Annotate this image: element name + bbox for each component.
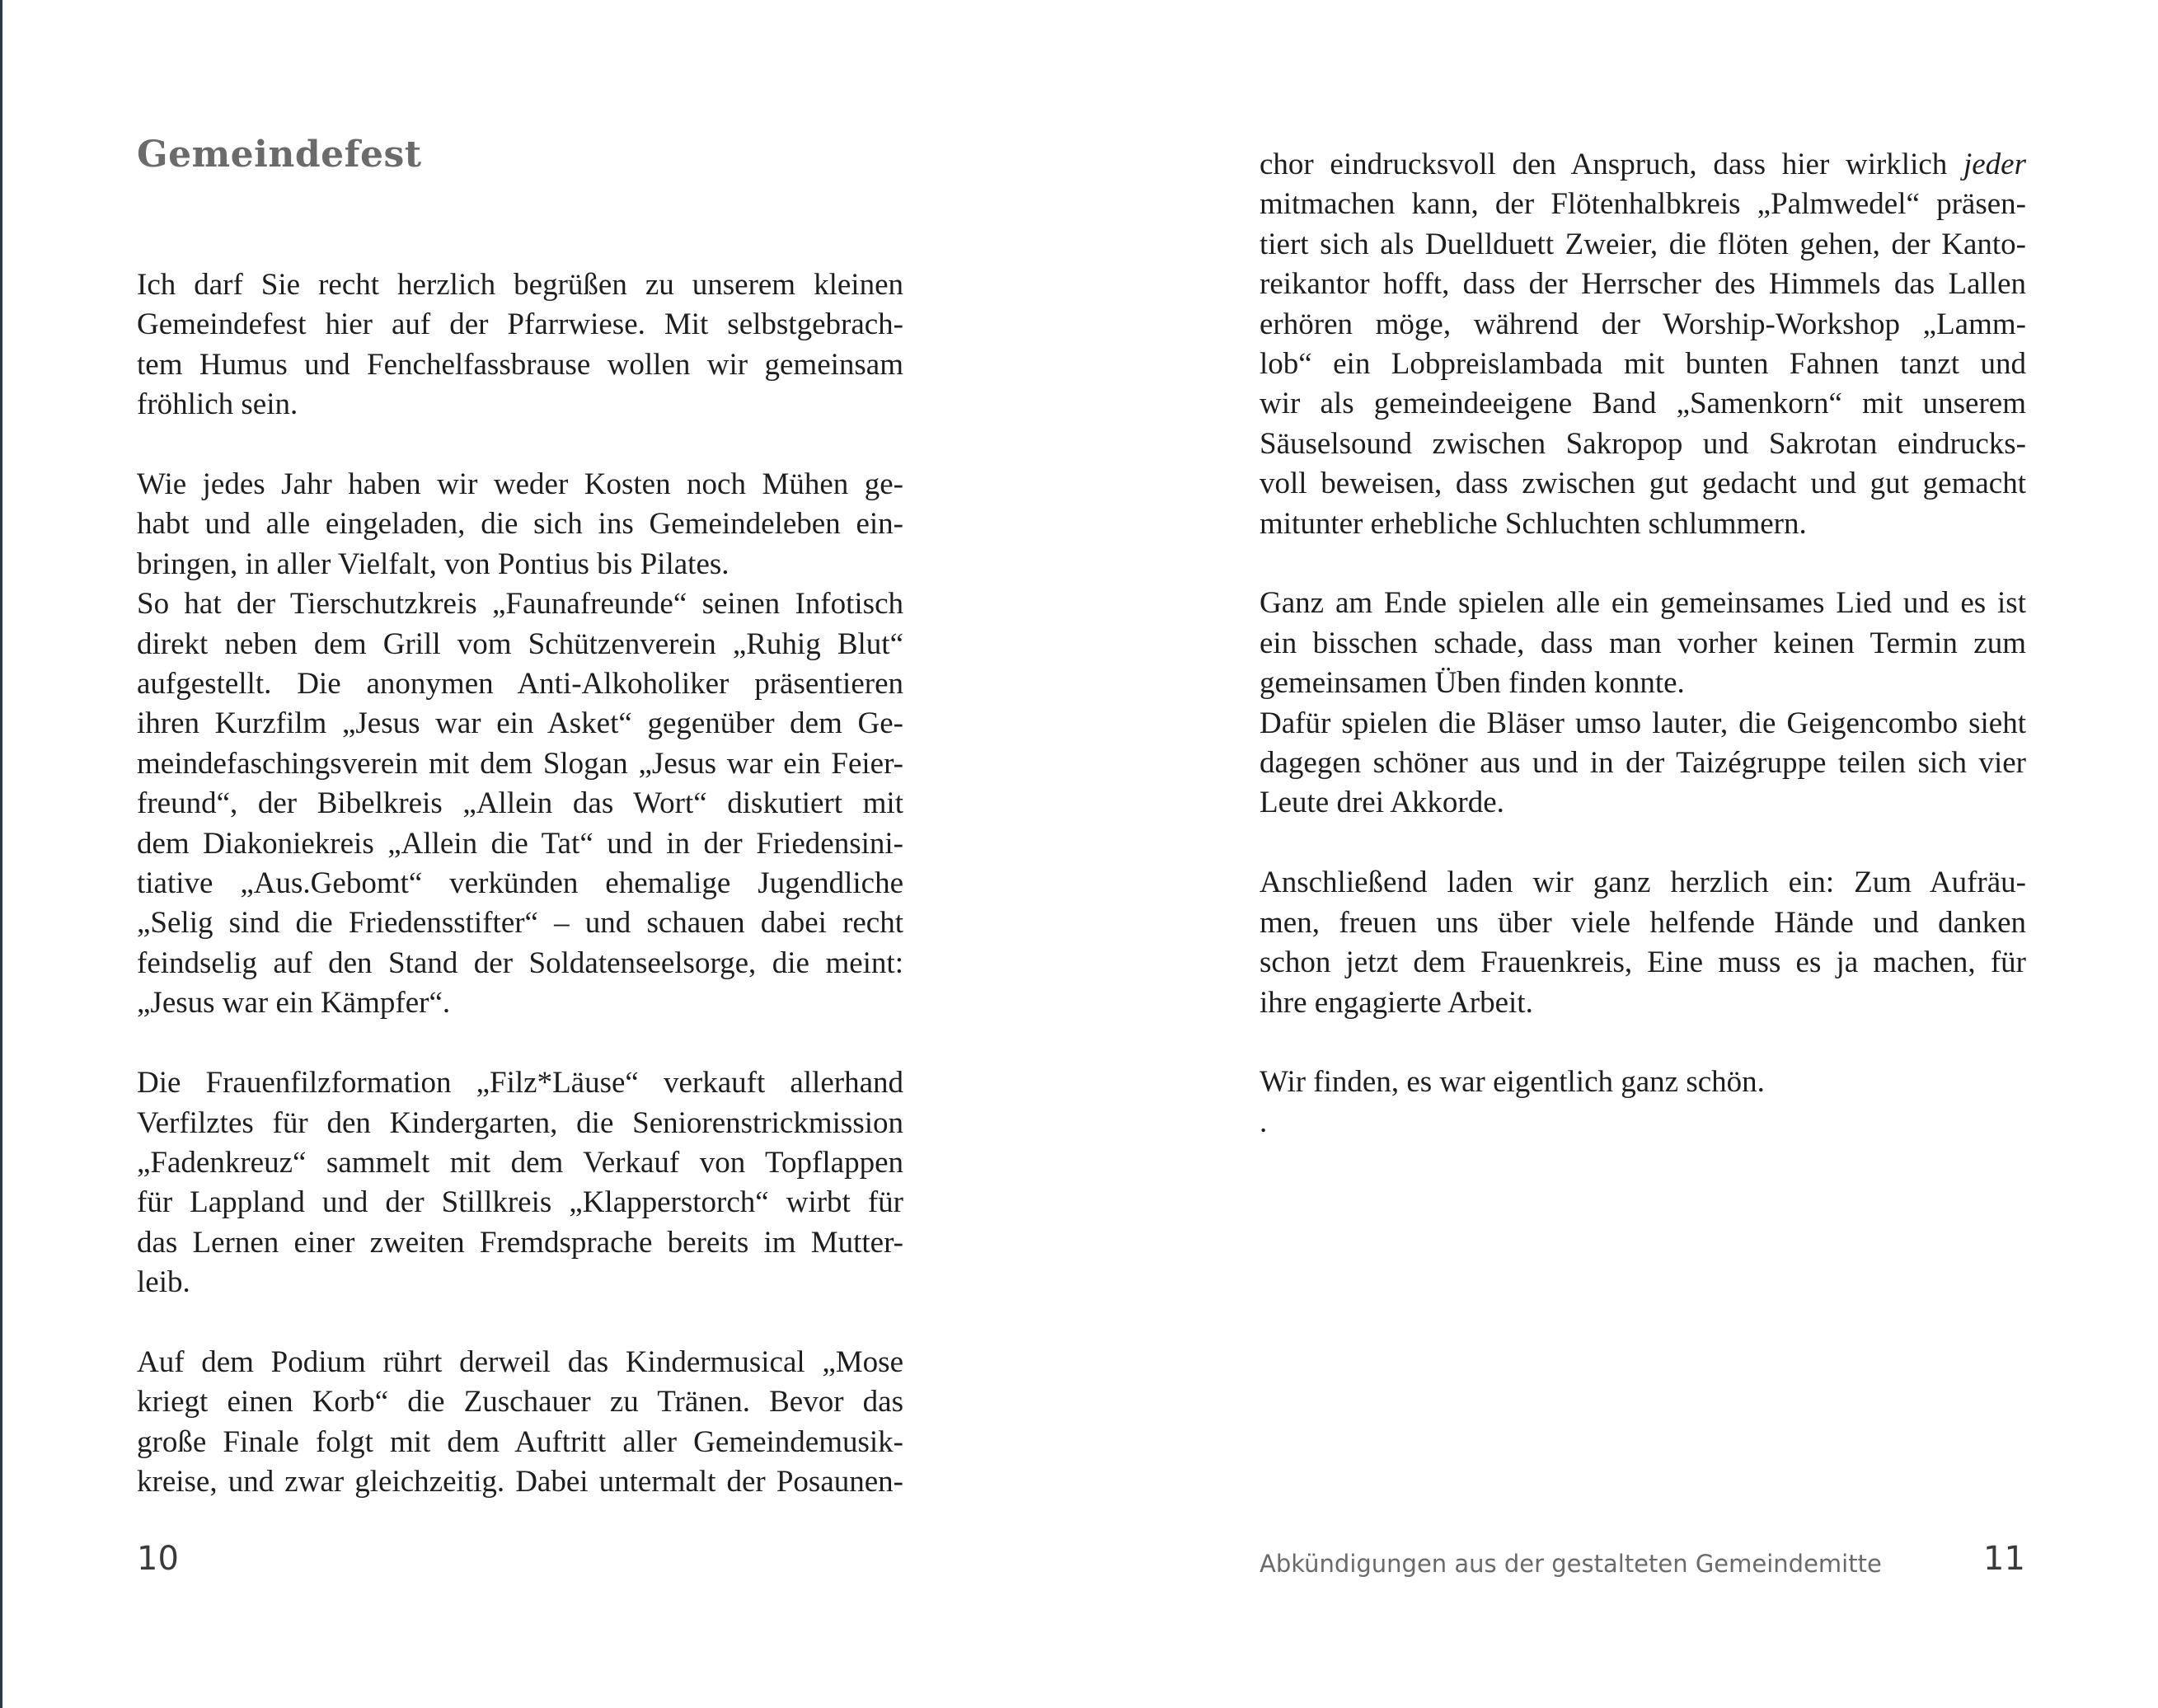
paragraph	[1260, 584, 2026, 703]
trailing-mark: .	[1260, 1105, 1268, 1139]
text-line: Wie jedes Jahr haben wir weder Kosten noch Mühen ge-	[137, 467, 903, 502]
text-line: aufgestellt. Die anonymen Anti-Alkoholiker präsentieren	[137, 667, 903, 702]
text-line: mitunter erhebliche Schluchten schlummern.	[1260, 506, 1807, 541]
paragraph	[1260, 863, 2026, 1023]
text-line: Verfilztes für den Kindergarten, die Seniorenstrickmission	[137, 1105, 903, 1140]
text-line: meindefaschingsverein mit dem Slogan „Jesus war ein Feier-	[137, 746, 903, 781]
page-title: Gemeindefest	[137, 134, 422, 176]
text-line: voll beweisen, dass zwischen gut gedacht und gut gemacht	[1260, 467, 2026, 501]
text-line: ein bisschen schade, dass man vorher keinen Termin zum	[1260, 626, 2026, 660]
text-line: Ganz am Ende spielen alle ein gemeinsames Lied und es ist	[1260, 586, 2026, 621]
paragraph	[137, 1343, 903, 1503]
text-line: feindselig auf den Stand der Soldatenseelsorge, die meint:	[137, 946, 903, 980]
left-edge-border	[0, 0, 2, 1708]
text-line: Säuselsound zwischen Sakropop und Sakrotan eindrucks-	[1260, 426, 2026, 461]
text-line: große Finale folgt mit dem Auftritt aller Gemeindemusik-	[137, 1424, 903, 1459]
paragraph	[137, 265, 903, 425]
right-text-column	[1260, 145, 2026, 1143]
text-line: tem Humus und Fenchelfassbrause wollen wir gemeinsam	[137, 347, 903, 382]
text-line: wir als gemeindeeigene Band „Samenkorn“ mit unserem	[1260, 387, 2026, 421]
text-line: habt und alle eingeladen, die sich ins Gemeindeleben ein-	[137, 507, 903, 542]
text-line: dem Diakoniekreis „Allein die Tat“ und in der Friedensini-	[137, 826, 903, 861]
text-line: freund“, der Bibelkreis „Allein das Wort“ diskutiert mit	[137, 786, 903, 821]
running-footer: Abkündigungen aus der gestalteten Gemeindemitte	[1260, 1550, 1882, 1578]
text-line: kreise, und zwar gleichzeitig. Dabei untermalt der Posaunen-	[137, 1465, 903, 1499]
page-number-left: 10	[137, 1540, 179, 1578]
text-line: das Lernen einer zweiten Fremdsprache bereits im Mutter-	[137, 1225, 903, 1260]
text-line: ihre engagierte Arbeit.	[1260, 985, 1533, 1020]
text-line: So hat der Tierschutzkreis „Faunafreunde“ seinen Infotisch	[137, 587, 903, 622]
paragraph	[137, 465, 903, 584]
text-line: reikantor hofft, dass der Herrscher des Himmels das Lallen	[1260, 267, 2026, 302]
text-line: Dafür spielen die Bläser umso lauter, die Geigencombo sieht	[1260, 706, 2026, 740]
text-line: bringen, in aller Vielfalt, von Pontius bis Pilates.	[137, 547, 729, 581]
text-line: mitmachen kann, der Flötenhalbkreis „Palmwedel“ präsen-	[1260, 187, 2026, 222]
text-line: tiert sich als Duellduett Zweier, die flöten gehen, der Kanto-	[1260, 227, 2026, 261]
text-line: erhören möge, während der Worship-Workshop „Lamm-	[1260, 307, 2026, 341]
text-line: Ich darf Sie recht herzlich begrüßen zu unserem kleinen	[137, 268, 903, 302]
italic-word: jeder	[1963, 148, 2026, 181]
text-line: gemeinsamen Üben finden konnte.	[1260, 666, 1685, 701]
text-line: für Lappland und der Stillkreis „Klapperstorch“ wirbt für	[137, 1185, 903, 1220]
text-line: Gemeindefest hier auf der Pfarrwiese. Mit selbstgebrach-	[137, 307, 903, 342]
left-text-column	[137, 265, 903, 1503]
text-line: fröhlich sein.	[137, 387, 298, 422]
paragraph	[137, 1063, 903, 1302]
text-line: dagegen schöner aus und in der Taizégruppe teilen sich vier	[1260, 746, 2026, 781]
paragraph	[137, 584, 903, 1023]
paragraph	[1260, 704, 2026, 824]
text-line: „Fadenkreuz“ sammelt mit dem Verkauf von Topflappen	[137, 1145, 903, 1180]
text-line: kriegt einen Korb“ die Zuschauer zu Tränen. Bevor das	[137, 1385, 903, 1419]
paragraph	[1260, 145, 2026, 544]
text-line: ihren Kurzfilm „Jesus war ein Asket“ gegenüber dem Ge-	[137, 706, 903, 741]
text-line: Anschließend laden wir ganz herzlich ein: Zum Aufräu-	[1260, 866, 2026, 900]
text-line: men, freuen uns über viele helfende Hände und danken	[1260, 905, 2026, 940]
page-number-right: 11	[1983, 1540, 2025, 1578]
text-line: „Jesus war ein Kämpfer“.	[137, 986, 451, 1021]
text-line-with-italic	[1260, 145, 2026, 185]
paragraph	[1260, 1063, 2026, 1143]
text-line: leib.	[137, 1265, 190, 1300]
text-line: direkt neben dem Grill vom Schützenverein „Ruhig Blut“	[137, 626, 903, 661]
text-line: lob“ ein Lobpreislambada mit bunten Fahnen tanzt und	[1260, 347, 2026, 382]
text-line: schon jetzt dem Frauenkreis, Eine muss es ja machen, für	[1260, 946, 2026, 980]
text-line: Leute drei Akkorde.	[1260, 786, 1504, 820]
text-line: „Selig sind die Friedensstifter“ – und schauen dabei recht	[137, 906, 903, 941]
text-segment: chor eindrucksvoll den Anspruch, dass hier wirklich	[1260, 148, 1963, 181]
text-line: Die Frauenfilzformation „Filz*Läuse“ verkauft allerhand	[137, 1066, 903, 1100]
text-line: Wir finden, es war eigentlich ganz schön.	[1260, 1065, 1765, 1100]
text-line: tiative „Aus.Gebomt“ verkünden ehemalige Jugendliche	[137, 866, 903, 901]
text-line: Auf dem Podium rührt derweil das Kindermusical „Mose	[137, 1344, 903, 1379]
